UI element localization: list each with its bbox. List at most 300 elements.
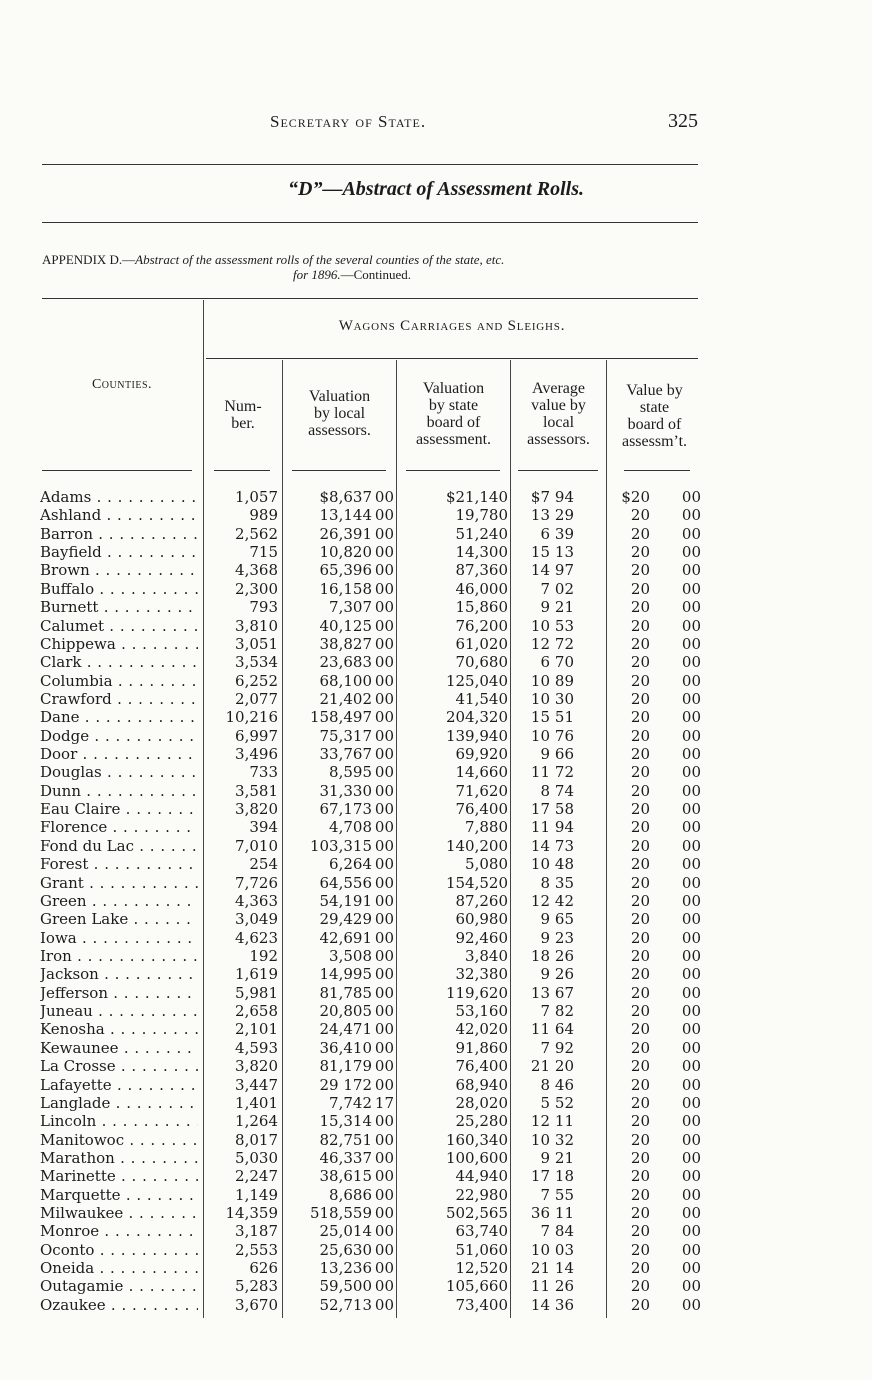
county-cell: Oneida . . . — [40, 1259, 198, 1277]
value-by-state-cell: 20 — [630, 763, 650, 782]
value-by-state-cell: 20 — [630, 1148, 650, 1167]
valuation-local-cell: 46,337 — [319, 1148, 372, 1167]
valuation-state-cell: 139,940 — [445, 726, 508, 745]
number-cell: 4,368 — [235, 561, 278, 580]
valuation-local-cell: 6,264 — [329, 855, 372, 874]
valuation-local-cell: 13,236 — [319, 1259, 372, 1278]
table-row — [40, 1057, 720, 1075]
value-by-state-cents-cell: 00 — [681, 579, 701, 598]
header-valuation-state — [397, 380, 510, 448]
value-by-state-cents-cell: 00 — [681, 634, 701, 653]
average-value-cell: 7 — [540, 1038, 550, 1057]
value-by-state-cents-cell: 00 — [681, 1167, 701, 1186]
average-value-cents-cell: 89 — [554, 671, 574, 690]
average-value-cell: 11 — [530, 818, 550, 837]
value-by-state-cents-cell: 00 — [681, 745, 701, 764]
value-by-state-cell: 20 — [630, 891, 650, 910]
table-row — [40, 1131, 720, 1149]
average-value-cents-cell: 73 — [554, 836, 574, 855]
value-by-state-cents-cell: 00 — [681, 1295, 701, 1314]
table-row — [40, 598, 720, 616]
valuation-state-cell: 71,620 — [455, 781, 508, 800]
county-cell: Ozaukee . . . — [40, 1296, 198, 1314]
valuation-local-cents-cell: 00 — [374, 910, 394, 929]
average-value-cents-cell: 30 — [554, 689, 574, 708]
value-by-state-cell: 20 — [630, 800, 650, 819]
number-cell: 192 — [249, 946, 278, 965]
number-cell: 394 — [249, 818, 278, 837]
value-by-state-cell: 20 — [630, 561, 650, 580]
table-row — [40, 855, 720, 873]
average-value-cell: $7 — [530, 488, 550, 506]
average-value-cell: 14 — [530, 561, 550, 580]
valuation-state-cell: 46,000 — [455, 579, 508, 598]
valuation-local-cents-cell: 00 — [374, 1112, 394, 1131]
value-by-state-cell: 20 — [630, 1259, 650, 1278]
average-value-cents-cell: 84 — [554, 1222, 574, 1241]
valuation-local-cents-cell: 00 — [374, 524, 394, 543]
average-value-cell: 36 — [530, 1204, 550, 1223]
average-value-cents-cell: 13 — [554, 543, 574, 562]
number-cell: 1,401 — [235, 1093, 278, 1112]
number-cell: 2,300 — [235, 579, 278, 598]
value-by-state-cents-cell: 00 — [681, 1148, 701, 1167]
number-cell: 1,264 — [235, 1112, 278, 1131]
county-cell: La Crosse . . . — [40, 1057, 198, 1075]
value-by-state-cell: 20 — [630, 1240, 650, 1259]
number-cell: 6,997 — [235, 726, 278, 745]
valuation-local-cents-cell: 00 — [374, 965, 394, 984]
header-bottom-rule — [214, 470, 270, 471]
valuation-local-cents-cell: 00 — [374, 781, 394, 800]
average-value-cents-cell: 21 — [554, 598, 574, 617]
table-row — [40, 653, 720, 671]
table-row — [40, 910, 720, 928]
valuation-local-cell: 38,615 — [319, 1167, 372, 1186]
valuation-state-cell: 87,260 — [455, 891, 508, 910]
average-value-cents-cell: 26 — [554, 946, 574, 965]
average-value-cents-cell: 65 — [554, 910, 574, 929]
county-cell: Iowa . . . — [40, 929, 198, 947]
value-by-state-cents-cell: 00 — [681, 891, 701, 910]
average-value-cell: 7 — [540, 1222, 550, 1241]
number-cell: 3,187 — [235, 1222, 278, 1241]
value-by-state-cell: 20 — [630, 946, 650, 965]
number-cell: 3,049 — [235, 910, 278, 929]
valuation-local-cents-cell: 00 — [374, 1222, 394, 1241]
number-cell: 14,359 — [225, 1204, 278, 1223]
value-by-state-cents-cell: 00 — [681, 983, 701, 1002]
valuation-state-cell: 119,620 — [445, 983, 508, 1002]
average-value-cents-cell: 72 — [554, 763, 574, 782]
county-cell: Manitowoc . . . — [40, 1131, 198, 1149]
header-valuation-local-line: by local — [313, 405, 366, 422]
valuation-state-cell: 60,980 — [455, 910, 508, 929]
average-value-cell: 11 — [530, 1277, 550, 1296]
page-number: 325 — [668, 110, 698, 132]
average-value-cents-cell: 92 — [554, 1038, 574, 1057]
county-cell: Door . . . — [40, 745, 198, 763]
appendix-caption — [42, 252, 702, 282]
valuation-local-cell: 81,179 — [319, 1057, 372, 1076]
value-by-state-cell: 20 — [630, 836, 650, 855]
valuation-state-cell: 14,660 — [455, 763, 508, 782]
valuation-local-cell: 3,508 — [329, 946, 372, 965]
average-value-cents-cell: 58 — [554, 800, 574, 819]
valuation-local-cents-cell: 00 — [374, 836, 394, 855]
average-value-cell: 21 — [530, 1259, 550, 1278]
average-value-cents-cell: 14 — [554, 1259, 574, 1278]
header-bottom-rule — [406, 470, 500, 471]
number-cell: 6,252 — [235, 671, 278, 690]
valuation-local-cell: 67,173 — [319, 800, 372, 819]
number-cell: 5,283 — [235, 1277, 278, 1296]
value-by-state-cell: 20 — [630, 671, 650, 690]
value-by-state-cents-cell: 00 — [681, 873, 701, 892]
valuation-local-cell: 7,742 — [329, 1093, 372, 1112]
table-row — [40, 1259, 720, 1277]
average-value-cell: 7 — [540, 579, 550, 598]
number-cell: 4,363 — [235, 891, 278, 910]
running-title: Secretary of State. — [270, 112, 427, 131]
section-title: “D”—Abstract of Assessment Rolls. — [288, 178, 584, 200]
valuation-local-cell: 103,315 — [309, 836, 372, 855]
valuation-state-cell: 51,060 — [455, 1240, 508, 1259]
valuation-state-cell: 19,780 — [455, 506, 508, 525]
county-cell: Juneau . . . — [40, 1002, 198, 1020]
valuation-state-cell: 3,840 — [465, 946, 508, 965]
number-cell: 7,010 — [235, 836, 278, 855]
header-value-by-state-line: assessm’t. — [621, 433, 688, 450]
valuation-local-cell: 13,144 — [319, 506, 372, 525]
value-by-state-cents-cell: 00 — [681, 1002, 701, 1021]
valuation-local-cents-cell: 17 — [374, 1093, 394, 1112]
average-value-cell: 12 — [530, 891, 550, 910]
valuation-local-cents-cell: 00 — [374, 616, 394, 635]
table-row — [40, 965, 720, 983]
valuation-state-cell: 87,360 — [455, 561, 508, 580]
average-value-cents-cell: 52 — [554, 1093, 574, 1112]
valuation-local-cell: 8,686 — [329, 1185, 372, 1204]
valuation-local-cell: 25,630 — [319, 1240, 372, 1259]
average-value-cents-cell: 70 — [554, 653, 574, 672]
number-cell: 793 — [249, 598, 278, 617]
value-by-state-cents-cell: 00 — [681, 800, 701, 819]
value-by-state-cell: 20 — [630, 543, 650, 562]
valuation-local-cell: 29 172 — [319, 1075, 372, 1094]
average-value-cell: 9 — [540, 910, 550, 929]
average-value-cell: 14 — [530, 1295, 550, 1314]
county-cell: Grant . . . — [40, 874, 198, 892]
value-by-state-cents-cell: 00 — [681, 616, 701, 635]
valuation-local-cents-cell: 00 — [374, 671, 394, 690]
header-valuation-state-line: board of — [426, 414, 481, 431]
value-by-state-cell: 20 — [630, 1222, 650, 1241]
table-row — [40, 580, 720, 598]
valuation-local-cents-cell: 00 — [374, 1038, 394, 1057]
county-cell: Green . . . — [40, 892, 198, 910]
header-valuation-state-line: Valuation — [422, 380, 485, 397]
average-value-cents-cell: 64 — [554, 1020, 574, 1039]
table-row — [40, 1277, 720, 1295]
valuation-local-cents-cell: 00 — [374, 726, 394, 745]
valuation-state-cell: 25,280 — [455, 1112, 508, 1131]
header-average-value-line: Average — [532, 380, 585, 397]
valuation-state-cell: 12,520 — [455, 1259, 508, 1278]
table-row — [40, 763, 720, 781]
valuation-state-cell: 160,340 — [445, 1130, 508, 1149]
county-cell: Buffalo . . . — [40, 580, 198, 598]
valuation-local-cell: 82,751 — [319, 1130, 372, 1149]
average-value-cell: 10 — [530, 1130, 550, 1149]
valuation-local-cell: 518,559 — [309, 1204, 372, 1223]
running-head — [0, 112, 872, 138]
county-cell: Green Lake . . . — [40, 910, 198, 928]
number-cell: 733 — [249, 763, 278, 782]
value-by-state-cell: 20 — [630, 1020, 650, 1039]
table-row — [40, 1167, 720, 1185]
header-number-line: ber. — [231, 415, 255, 432]
value-by-state-cell: 20 — [630, 1167, 650, 1186]
valuation-local-cents-cell: 00 — [374, 1204, 394, 1223]
valuation-state-cell: $21,140 — [445, 488, 508, 506]
valuation-state-cell: 140,200 — [445, 836, 508, 855]
header-average-value — [511, 380, 606, 448]
value-by-state-cell: 20 — [630, 1057, 650, 1076]
valuation-state-cell: 502,565 — [445, 1204, 508, 1223]
valuation-local-cell: 68,100 — [319, 671, 372, 690]
value-by-state-cents-cell: 00 — [681, 781, 701, 800]
valuation-local-cents-cell: 00 — [374, 598, 394, 617]
average-value-cell: 10 — [530, 855, 550, 874]
value-by-state-cell: 20 — [630, 579, 650, 598]
valuation-state-cell: 125,040 — [445, 671, 508, 690]
number-cell: 2,562 — [235, 524, 278, 543]
average-value-cents-cell: 32 — [554, 1130, 574, 1149]
average-value-cell: 6 — [540, 653, 550, 672]
value-by-state-cell: 20 — [630, 928, 650, 947]
number-cell: 3,447 — [235, 1075, 278, 1094]
valuation-state-cell: 32,380 — [455, 965, 508, 984]
number-cell: 3,051 — [235, 634, 278, 653]
valuation-local-cents-cell: 00 — [374, 653, 394, 672]
appendix-caption-year: for 1896. — [292, 267, 341, 282]
value-by-state-cents-cell: 00 — [681, 708, 701, 727]
number-cell: 2,101 — [235, 1020, 278, 1039]
county-cell: Jackson . . . — [40, 965, 198, 983]
header-valuation-local-line: Valuation — [308, 388, 371, 405]
value-by-state-cents-cell: 00 — [681, 763, 701, 782]
valuation-local-cell: 15,314 — [319, 1112, 372, 1131]
value-by-state-cents-cell: 00 — [681, 965, 701, 984]
table-row — [40, 1094, 720, 1112]
table-row — [40, 929, 720, 947]
valuation-state-cell: 44,940 — [455, 1167, 508, 1186]
valuation-local-cents-cell: 00 — [374, 1130, 394, 1149]
value-by-state-cell: 20 — [630, 726, 650, 745]
average-value-cell: 8 — [540, 1075, 550, 1094]
valuation-local-cell: 14,995 — [319, 965, 372, 984]
header-bottom-rule — [624, 470, 690, 471]
county-cell: Barron . . . — [40, 525, 198, 543]
county-cell: Crawford . . . — [40, 690, 198, 708]
average-value-cents-cell: 36 — [554, 1295, 574, 1314]
valuation-local-cents-cell: 00 — [374, 506, 394, 525]
average-value-cell: 10 — [530, 616, 550, 635]
valuation-state-cell: 53,160 — [455, 1002, 508, 1021]
valuation-local-cell: 16,158 — [319, 579, 372, 598]
valuation-local-cents-cell: 00 — [374, 1075, 394, 1094]
valuation-local-cents-cell: 00 — [374, 745, 394, 764]
county-cell: Marquette . . . — [40, 1186, 198, 1204]
valuation-state-cell: 154,520 — [445, 873, 508, 892]
number-cell: 5,030 — [235, 1148, 278, 1167]
header-number — [204, 398, 282, 432]
value-by-state-cents-cell: 00 — [681, 561, 701, 580]
number-cell: 2,077 — [235, 689, 278, 708]
county-cell: Marathon . . . — [40, 1149, 198, 1167]
average-value-cell: 8 — [540, 781, 550, 800]
valuation-local-cell: 81,785 — [319, 983, 372, 1002]
average-value-cell: 7 — [540, 1002, 550, 1021]
value-by-state-cell: 20 — [630, 1185, 650, 1204]
value-by-state-cell: 20 — [630, 1075, 650, 1094]
valuation-local-cell: 25,014 — [319, 1222, 372, 1241]
table-top-rule — [42, 298, 698, 299]
average-value-cents-cell: 11 — [554, 1112, 574, 1131]
valuation-local-cents-cell: 00 — [374, 561, 394, 580]
county-cell: Dodge . . . — [40, 727, 198, 745]
table-row — [40, 1039, 720, 1057]
valuation-state-cell: 51,240 — [455, 524, 508, 543]
header-counties: Counties. — [91, 377, 153, 392]
table-row — [40, 745, 720, 763]
county-cell: Marinette . . . — [40, 1167, 198, 1185]
valuation-local-cell: 29,429 — [319, 910, 372, 929]
rule-top — [42, 164, 698, 165]
county-cell: Ashland . . . — [40, 506, 198, 524]
county-cell: Burnett . . . — [40, 598, 198, 616]
valuation-local-cell: 65,396 — [319, 561, 372, 580]
average-value-cents-cell: 67 — [554, 983, 574, 1002]
table-row — [40, 525, 720, 543]
valuation-local-cell: 4,708 — [329, 818, 372, 837]
number-cell: 3,820 — [235, 1057, 278, 1076]
value-by-state-cell: $20 — [621, 488, 650, 506]
average-value-cents-cell: 23 — [554, 928, 574, 947]
header-number-line: Num- — [224, 398, 262, 415]
valuation-local-cents-cell: 00 — [374, 1020, 394, 1039]
value-by-state-cell: 20 — [630, 708, 650, 727]
average-value-cents-cell: 51 — [554, 708, 574, 727]
average-value-cell: 10 — [530, 689, 550, 708]
number-cell: 4,593 — [235, 1038, 278, 1057]
valuation-state-cell: 76,400 — [455, 1057, 508, 1076]
valuation-local-cents-cell: 00 — [374, 928, 394, 947]
valuation-local-cell: 59,500 — [319, 1277, 372, 1296]
valuation-local-cell: 158,497 — [309, 708, 372, 727]
valuation-local-cents-cell: 00 — [374, 634, 394, 653]
average-value-cents-cell: 48 — [554, 855, 574, 874]
valuation-local-cents-cell: 00 — [374, 855, 394, 874]
valuation-local-cents-cell: 00 — [374, 873, 394, 892]
number-cell: 1,619 — [235, 965, 278, 984]
table-row — [40, 617, 720, 635]
valuation-state-cell: 15,860 — [455, 598, 508, 617]
average-value-cell: 6 — [540, 524, 550, 543]
average-value-cents-cell: 97 — [554, 561, 574, 580]
value-by-state-cents-cell: 00 — [681, 689, 701, 708]
table-row — [40, 561, 720, 579]
value-by-state-cents-cell: 00 — [681, 1204, 701, 1223]
table-row — [40, 1204, 720, 1222]
average-value-cents-cell: 03 — [554, 1240, 574, 1259]
value-by-state-cell: 20 — [630, 983, 650, 1002]
table-row — [40, 708, 720, 726]
valuation-local-cell: 36,410 — [319, 1038, 372, 1057]
average-value-cell: 9 — [540, 598, 550, 617]
value-by-state-cents-cell: 00 — [681, 910, 701, 929]
valuation-state-cell: 100,600 — [445, 1148, 508, 1167]
valuation-local-cell: 26,391 — [319, 524, 372, 543]
header-valuation-local — [283, 388, 396, 439]
number-cell: 626 — [249, 1259, 278, 1278]
value-by-state-cents-cell: 00 — [681, 506, 701, 525]
average-value-cell: 9 — [540, 928, 550, 947]
valuation-state-cell: 73,400 — [455, 1295, 508, 1314]
value-by-state-cents-cell: 00 — [681, 653, 701, 672]
average-value-cents-cell: 29 — [554, 506, 574, 525]
county-cell: Adams . . . — [40, 488, 198, 506]
valuation-local-cell: 38,827 — [319, 634, 372, 653]
valuation-local-cell: 42,691 — [319, 928, 372, 947]
header-bottom-rule — [292, 470, 386, 471]
number-cell: 2,658 — [235, 1002, 278, 1021]
average-value-cell: 7 — [540, 1185, 550, 1204]
valuation-local-cents-cell: 00 — [374, 1295, 394, 1314]
table-row — [40, 1020, 720, 1038]
table-row — [40, 818, 720, 836]
valuation-local-cell: 24,471 — [319, 1020, 372, 1039]
valuation-local-cents-cell: 00 — [374, 1148, 394, 1167]
value-by-state-cents-cell: 00 — [681, 1185, 701, 1204]
average-value-cents-cell: 02 — [554, 579, 574, 598]
average-value-cents-cell: 18 — [554, 1167, 574, 1186]
average-value-cents-cell: 66 — [554, 745, 574, 764]
number-cell: 10,216 — [225, 708, 278, 727]
valuation-state-cell: 68,940 — [455, 1075, 508, 1094]
average-value-cell: 15 — [530, 708, 550, 727]
value-by-state-cents-cell: 00 — [681, 1259, 701, 1278]
county-cell: Iron . . . — [40, 947, 198, 965]
valuation-local-cents-cell: 00 — [374, 1240, 394, 1259]
valuation-local-cell: 33,767 — [319, 745, 372, 764]
table-row — [40, 1076, 720, 1094]
average-value-cents-cell: 53 — [554, 616, 574, 635]
valuation-local-cents-cell: 00 — [374, 983, 394, 1002]
county-cell: Brown . . . — [40, 561, 198, 579]
valuation-state-cell: 69,920 — [455, 745, 508, 764]
average-value-cell: 13 — [530, 983, 550, 1002]
value-by-state-cell: 20 — [630, 653, 650, 672]
header-valuation-state-line: assessment. — [415, 431, 492, 448]
table-row — [40, 1112, 720, 1130]
number-cell: 7,726 — [235, 873, 278, 892]
valuation-local-cents-cell: 00 — [374, 763, 394, 782]
valuation-local-cell: 7,307 — [329, 598, 372, 617]
valuation-local-cell: 64,556 — [319, 873, 372, 892]
average-value-cell: 5 — [540, 1093, 550, 1112]
